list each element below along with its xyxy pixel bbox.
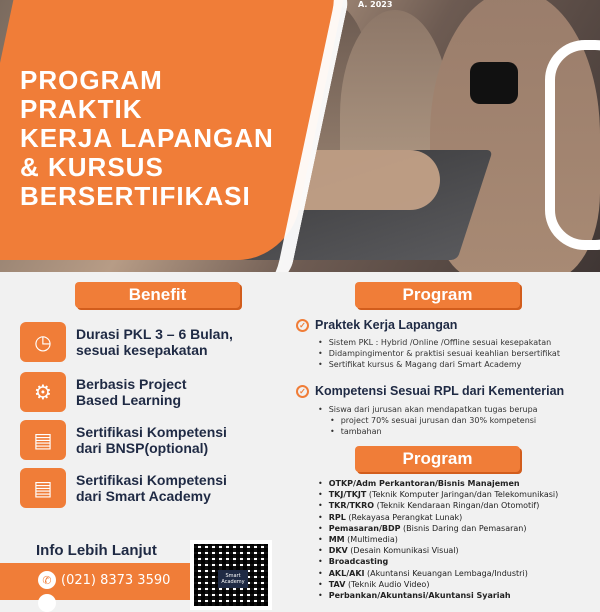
- program-desc: (Rekayasa Perangkat Lunak): [345, 512, 463, 522]
- qr-pattern: [194, 544, 268, 606]
- bullet-item: • Sistem PKL : Hybrid /Online /Offline sesuai kesepakatan: [318, 337, 560, 348]
- program-desc: (Akuntansi Keuangan Lembaga/Industri): [364, 568, 528, 578]
- program-code: OTKP/Adm Perkantoran/Bisnis Manajemen: [328, 479, 520, 488]
- phone-number: (021) 8373 3590: [61, 572, 171, 588]
- title-line: KERJA LAPANGAN: [20, 123, 274, 153]
- check-circle-icon: ✓: [296, 385, 309, 398]
- benefit-text-line: Sertifikasi Kompetensi: [76, 472, 227, 488]
- program-list-item: [318, 489, 558, 500]
- qr-logo: Smart Academy: [218, 570, 248, 588]
- clock-icon: ◷: [20, 322, 66, 362]
- certificate-icon: ▤: [20, 420, 66, 460]
- title-line: BERSERTIFIKASI: [20, 181, 251, 211]
- program-list-item: [318, 500, 558, 511]
- program-list-item: [318, 523, 558, 534]
- phone-contact[interactable]: [38, 571, 170, 589]
- section-title-text: Praktek Kerja Lapangan: [315, 318, 458, 332]
- title-line: PROGRAM: [20, 65, 163, 95]
- program-list-item: [318, 534, 558, 545]
- program-code: DKV: [328, 546, 348, 556]
- program-list-heading: Program: [355, 446, 520, 472]
- benefit-text-line: sesuai kesepakatan: [76, 342, 208, 358]
- program-bullets: [318, 404, 538, 437]
- benefit-heading: Benefit: [75, 282, 240, 308]
- benefit-text-line: Durasi PKL 3 – 6 Bulan,: [76, 326, 233, 342]
- gear-icon: ⚙: [20, 372, 66, 412]
- program-list-item: [318, 556, 558, 567]
- program-section-title: [296, 318, 457, 332]
- benefit-text: [76, 376, 187, 408]
- program-list-item: [318, 478, 558, 489]
- program-section-title: [296, 384, 564, 398]
- program-desc: (Bisnis Daring dan Pemasaran): [400, 523, 527, 533]
- program-desc: (Teknik Komputer Jaringan/dan Telekomunikasi): [366, 490, 559, 500]
- benefit-text-line: dari BNSP(optional): [76, 440, 209, 456]
- program-desc: (Desain Komunikasi Visual): [347, 546, 459, 556]
- program-bullets: [318, 337, 560, 370]
- benefit-text: [76, 326, 233, 358]
- program-list-item: [318, 568, 558, 579]
- program-desc: (Multimedia): [344, 535, 398, 545]
- benefit-text-line: Based Learning: [76, 392, 182, 408]
- bullet-item: • Sertifikat kursus & Magang dari Smart Academy: [318, 359, 560, 370]
- section-title-text: Kompetensi Sesuai RPL dari Kementerian: [315, 384, 565, 398]
- title-line: PRAKTIK: [20, 94, 143, 124]
- program-code: MM: [328, 535, 345, 545]
- hero-banner: [0, 0, 600, 272]
- program-heading: Program: [355, 282, 520, 308]
- program-code: TAV: [328, 579, 346, 589]
- face-mask: [470, 62, 518, 104]
- program-list-item: [318, 545, 558, 556]
- check-circle-icon: ✓: [296, 319, 309, 332]
- program-code: TKJ/TKJT: [328, 490, 367, 500]
- program-list-item: [318, 579, 558, 590]
- program-code: Perbankan/Akuntansi/Akuntansi Syariah: [328, 591, 511, 601]
- info-title: Info Lebih Lanjut: [36, 542, 157, 559]
- benefit-item: [20, 420, 227, 460]
- bullet-continuation: [318, 415, 538, 426]
- secondary-contact-icon: [38, 594, 56, 612]
- decor-frame: [545, 40, 600, 250]
- bullet-text: project 70% sesuai jurusan dan 30% kompetensi: [340, 416, 537, 425]
- bullet-item: • Siswa dari jurusan akan mendapatkan tugas berupa: [318, 404, 538, 415]
- bullet-text: tambahan: [340, 427, 382, 436]
- banner-caption: A. 2023: [358, 0, 393, 9]
- program-code: TKR/TKRO: [328, 501, 375, 511]
- program-desc: (Teknik Kendaraan Ringan/dan Otomotif): [374, 501, 540, 511]
- program-code: Pemasaran/BDP: [328, 523, 401, 533]
- benefit-text: [76, 424, 227, 456]
- benefit-item: [20, 372, 187, 412]
- phone-icon: ✆: [38, 571, 56, 589]
- program-desc: (Teknik Audio Video): [345, 579, 430, 589]
- benefit-text: [76, 472, 227, 504]
- benefit-text-line: dari Smart Academy: [76, 488, 211, 504]
- bullet-item: • Didampingimentor & praktisi sesuai keahlian bersertifikat: [318, 348, 560, 359]
- benefit-text-line: Sertifikasi Kompetensi: [76, 424, 227, 440]
- program-list: [318, 478, 558, 601]
- bullet-continuation: [318, 426, 538, 437]
- program-list-item: [318, 512, 558, 523]
- hero-title: [20, 66, 300, 211]
- benefit-text-line: Berbasis Project: [76, 376, 187, 392]
- program-code: AKL/AKI: [328, 568, 365, 578]
- certificate-icon: ▤: [20, 468, 66, 508]
- benefit-item: [20, 468, 227, 508]
- program-code: Broadcasting: [328, 557, 389, 567]
- title-line: & KURSUS: [20, 152, 164, 182]
- program-code: RPL: [328, 512, 346, 522]
- benefit-item: [20, 322, 233, 362]
